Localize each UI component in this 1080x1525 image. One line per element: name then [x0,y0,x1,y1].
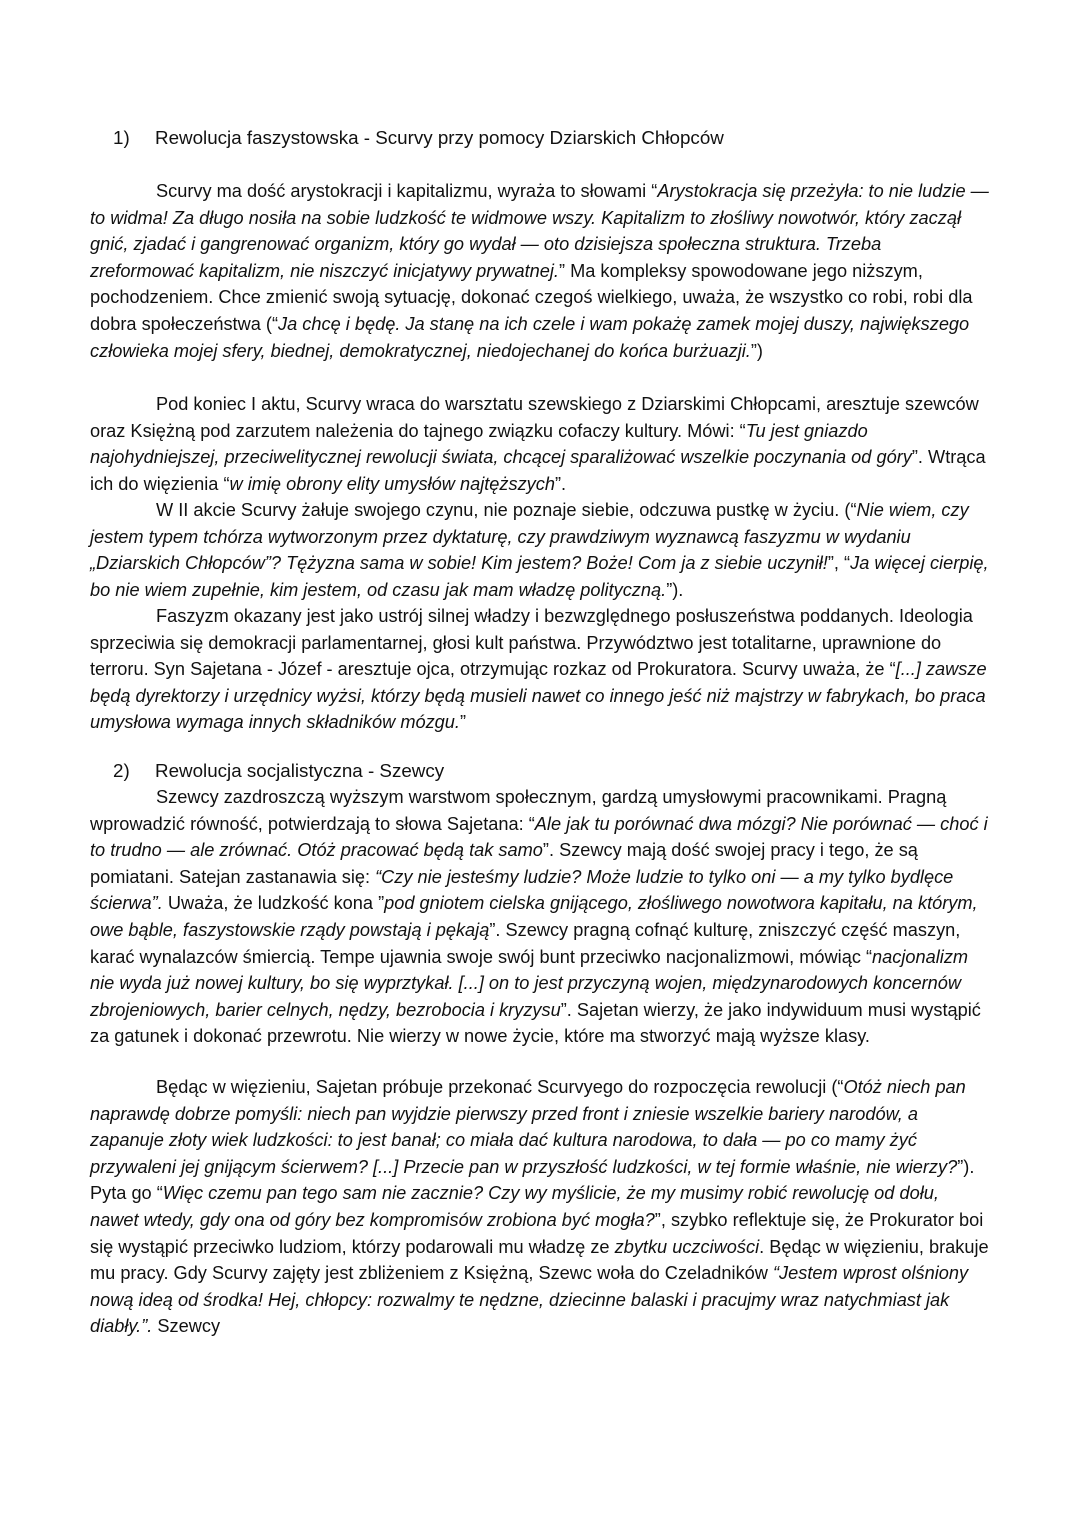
body-text: ”. Szewcy pragną cofnąć kulturę, zniszczyć część maszyn, karać wynalazców śmiercią. Tempe ujawnia swoje swój bunt przeciwko nacjonalizmowi, mówiąc “ [90,919,961,967]
body-text: ” Ma kompleksy spowodowane jego niższym, pochodzeniem. Chce zmienić swoją sytuację, dokonać czegoś wielkiego, uważa, że wszystko co robi, robi dla dobra społeczeństwa (“ [90,260,973,334]
quote-text: zbytku uczciwości [614,1236,760,1257]
body-text: ”, “ [827,553,851,574]
body-text: ”. [554,473,567,494]
quote-text: “Czy nie jesteśmy ludzie? Może ludzie to tylko oni — a my tylko bydlęce ścierwa”. [90,866,954,914]
body-text: W II akcie Scurvy żałuje swojego czynu, nie poznaje siebie, odczuwa pustkę w życiu. (“ [156,500,857,520]
body-text: Scurvy ma dość arystokracji i kapitalizmu, wyraża to słowami “ [156,181,658,201]
quote-text: Otóż niech pan naprawdę dobrze pomyśli: niech pan wyjdzie pierwszy przed front i zniesie wszelkie bariery narodów, a zapanuje złoty wiek ludzkości: to jest banał; co miała dać kultura narodowa, to dała — po co mamy żyć przywaleni jej gnijącym ścierwem? [...] Przecie pan w przyszłość ludzkości, w tej formie właśnie, nie wierzy? [90,1077,966,1177]
body-text: ”. Szewcy mają dość swojej pracy i tego, że są pomiatani. Satejan zastanawia się: [90,840,918,887]
section-title: Rewolucja socjalistyczna - Szewcy [155,760,445,781]
body-text: ”). [666,579,684,600]
quote-text: Tu jest gniazdo najohydniejszej, przeciwelitycznej rewolucji świata, chcącej sparaliżować wszelkie poczynania od góry [90,420,912,468]
body-text: Będąc w więzieniu, Sajetan próbuje przekonać Scurvyego do rozpoczęcia rewolucji (“ [156,1077,844,1097]
paragraph [90,497,990,603]
quote-text: Ja chcę i będę. Ja stanę na ich czele i wam pokażę zamek mojej duszy, największego człowieka mojej sfery, biednej, demokratycznej, niedojechanej do końca burżuazji. [90,313,970,361]
body-text: Szewcy zazdroszczą wyższym warstwom społecznym, gardzą umysłowymi pracownikami. Pragną wprowadzić równość, potwierdzają to słowa Sajetana: “ [90,787,947,834]
quote-text: Więc czemu pan tego sam nie zacznie? Czy wy myślicie, że my musimy robić rewolucję od dołu, nawet wtedy, gdy ona od góry bez kompromisów zrobiona być mogła? [90,1183,939,1230]
body-text: Pod koniec I aktu, Scurvy wraca do warsztatu szewskiego z Dziarskimi Chłopcami, aresztuje szewców oraz Księżną pod zarzutem należenia do tajnego związku cofaczy kultury. Mówi: “ [90,394,979,441]
quote-text: Ja więcej cierpię, bo nie wiem zupełnie, kim jestem, od czasu jak mam władzę polityczną. [90,553,989,600]
body-text: ”. Sajetan wierzy, że jako indywiduum musi wystąpić za gatunek i dokonać przewrotu. Nie wierzy w nowe życie, które ma stworzyć mają wyższe klasy. [90,999,981,1047]
paragraph [90,1074,990,1340]
quote-text: “Jestem wprost olśniony nową ideą od środka! Hej, chłopcy: rozwalmy te nędzne, dziecinne balaski i pracujmy wraz natychmiast jak diabły.”. [90,1263,969,1337]
section-heading-1 [113,125,724,151]
section-number: 1) [113,127,130,148]
paragraph [90,603,990,736]
body-text: ” [459,712,467,733]
body-text: ”. Wtrąca ich do więzienia “ [90,447,986,494]
body-text: Szewcy [152,1316,221,1337]
body-text: Faszyzm okazany jest jako ustrój silnej władzy i bezwzględnego posłuszeństwa poddanych. Ideologia sprzeciwia się demokracji parlamentarnej, głosi kult państwa. Przywództwo jest totalitarne, uprawnione do terroru. Syn Sajetana - Józef - aresztuje ojca, otrzymując rozkaz od Prokuratora. Scurvy uważa, że “ [90,606,973,680]
body-text: ”, szybko reflektuje się, że Prokurator boi się wystąpić przeciwko ludziom, którzy podarowali mu władzę ze [90,1209,984,1257]
section-title: Rewolucja faszystowska - Scurvy przy pomocy Dziarskich Chłopców [155,127,724,148]
body-text: ”). Pyta go “ [90,1156,975,1204]
quote-text: Arystokracja się przeżyła: to nie ludzie — to widma! Za długo nosiła na sobie ludzkość te widmowe wszy. Kapitalizm to złośliwy nowotwór, który zaczął gnić, zjadać i gangrenować organizm, który go wydał — oto dzisiejsza społeczna struktura. Trzeba zreformować kapitalizm, nie niszczyć inicjatywy prywatnej. [90,181,989,281]
quote-text: w imię obrony elity umysłów najtęższych [229,473,555,494]
quote-text: pod gniotem cielska gnijącego, złośliwego nowotwora kapitału, na którym, owe bąble, faszystowskie rządy powstają i pękają [90,893,978,940]
section-number: 2) [113,760,130,781]
paragraph [90,784,990,1050]
quote-text: Nie wiem, czy jestem typem tchórza wytworzonym przez dyktaturę, czy prawdziwym wyznawcą faszyzmu w wydaniu „Dziarskich Chłopców”? Tężyzna sama w sobie! Kim jestem? Boże! Com ja z siebie uczynił! [90,500,969,574]
paragraph [90,391,990,497]
body-text: . Będąc w więzieniu, brakuje mu pracy. Gdy Scurvy zajęty jest zbliżeniem z Księżną, Szewc woła do Czeladników [90,1236,989,1284]
paragraph [90,178,990,364]
body-text: Uważa, że ludzkość kona ” [162,893,385,914]
quote-text: Ale jak tu porównać dwa mózgi? Nie porównać — choć i to trudno — ale zrównać. Otóż pracować będą tak samo [90,813,988,861]
body-text: ”) [750,340,763,361]
quote-text: [...] zawsze będą dyrektorzy i urzędnicy wyżsi, którzy będą musieli nawet co innego jeść niż majstrzy w fabrykach, bo praca umysłowa wymaga innych składników mózgu. [90,659,987,733]
section-heading-2 [113,758,444,784]
quote-text: nacjonalizm nie wyda już nowej kultury, bo się wyprztykał. [...] on to jest przyczyną wojen, międzynarodowych koncernów zbrojeniowych, barier celnych, nędzy, bezrobocia i kryzysu [90,946,969,1020]
